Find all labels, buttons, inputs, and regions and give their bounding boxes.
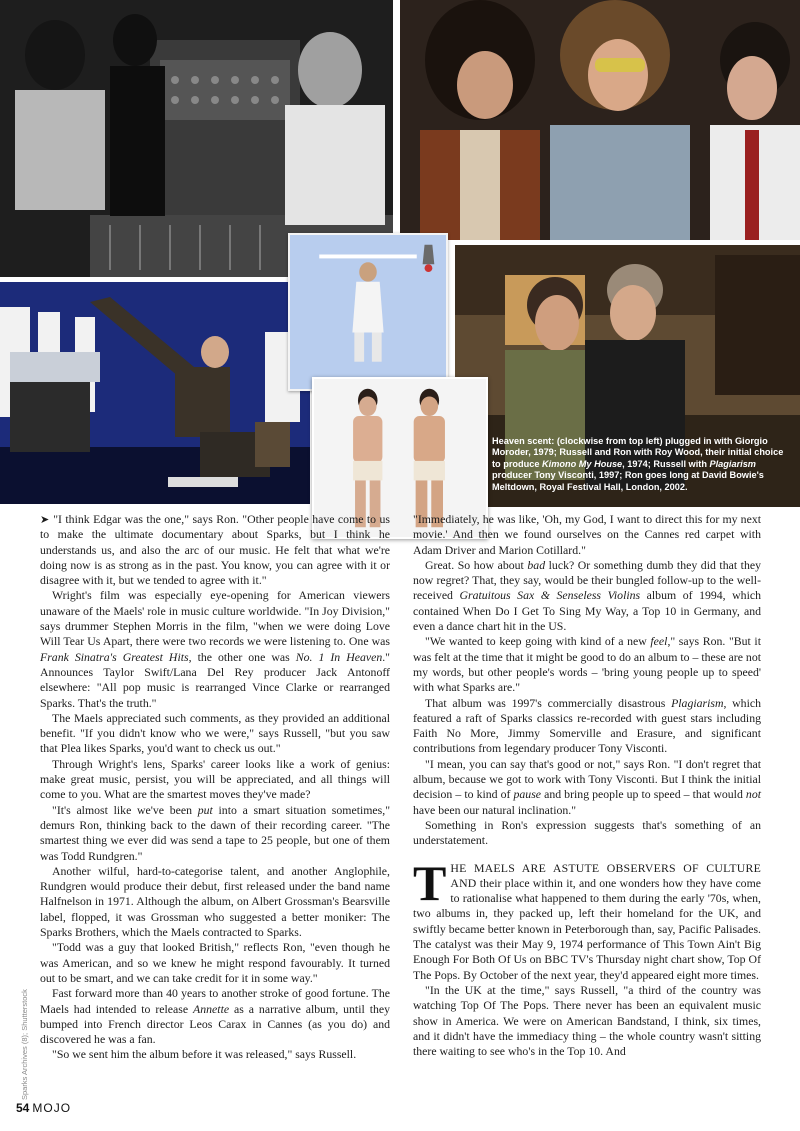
paragraph: "Immediately, he was like, 'Oh, my God, I want to direct this for my next movie.' And then we found ourselves on the Cannes red carpet with Adam Driver and Marion Cotillard." bbox=[413, 512, 761, 557]
caption-lead: Heaven scent: bbox=[492, 436, 555, 446]
continued-arrow-icon: ➤ bbox=[40, 513, 50, 526]
photo-credit: Sparks Archives (8); Shutterstock bbox=[20, 989, 29, 1100]
photo-caption bbox=[487, 432, 800, 505]
article-column-left bbox=[40, 512, 390, 1063]
photo-meltdown-stage bbox=[0, 282, 310, 504]
paragraph: "I mean, you can say that's good or not," says Ron. "I don't regret that album, because we got to work with Tony Visconti. But I think the initial decision – to kind of pause and bring people up to speed – that would not have been our natural inclination." bbox=[413, 756, 761, 817]
paragraph: Fast forward more than 40 years to another stroke of good fortune. The Maels had intended to release Annette as a narrative album, until they bumped into French director Leos Carax in Cannes (as you do) and discovered he was a fan. bbox=[40, 986, 391, 1047]
paragraph: ➤ "I think Edgar was the one," says Ron. "Other people have come to us to make the ultimate documentary about Sparks, but I think he understands us, and also the arc of our music. He felt that what we're doing now is as strong as in the past. You know, you can agree with it or disagree with it, but we tended to agree with it." bbox=[40, 512, 390, 588]
paragraph: Something in Ron's expression suggests that's something of an understatement. bbox=[413, 817, 761, 848]
article-column-right bbox=[413, 512, 761, 1059]
paragraph: Great. So how about bad luck? Or something dumb they did that they now regret? That, they say, would be their bungled follow-up to the well-received Gratuitous Sax & Senseless Violins album of 1994, which contained When Do I Get To Sing My Way, a Top 10 in Germany, and even a dance chart hit in the US. bbox=[413, 557, 761, 634]
page-number: 54 bbox=[16, 1101, 30, 1115]
paragraph: "So we sent him the album before it was released," says Russell. bbox=[52, 1047, 357, 1062]
caption-text: Heaven scent: (clockwise from top left) plugged in with Giorgio Moroder, 1979; Russell and Ron with Roy Wood, their initial choice to produce Kimono My House, 1974; Russell with Plagiarism producer Tony Visconti, 1997; Ron goes long at David Bowie's Meltdown, Royal Festival Hall, London, 2002. bbox=[492, 436, 784, 492]
section-opening-paragraph: THE MAELS ARE ASTUTE OBSERVERS OF CULTURE AND their place within it, and one wonders how they have come to rationalise what happened to them during the early '70s, when, two albums in, they packed up, left their homeland for the UK, and swiftly became better known in Peterborough than, say, Pacific Palisades. The catalyst was their May 9, 1974 performance of This Town Ain't Big Enough For Both Of Us on BBC TV's Thursday night chart show, Top Of The Pops. By October of the next year, they'd appeared eight more times. bbox=[413, 854, 761, 982]
paragraph: Another wilful, hard-to-categorise talent, and another Anglophile, Rundgren would produce their debut, first released under the band name Halfnelson in 1971. Although the album, on Albert Grossman's Bearsville label, flopped, it was Grossman who suggested a better moniker: The Sparks Brothers, which the Maels contracted to Sparks. bbox=[40, 863, 390, 940]
paragraph: "It's almost like we've been put into a smart situation sometimes," demurs Ron, thinking back to the dawn of their recording career. "The smartest thing we ever did was send a tape to 25 people, but one of them was Todd Rundgren." bbox=[40, 802, 391, 863]
drop-cap: T bbox=[413, 854, 447, 911]
paragraph: The Maels appreciated such comments, as they provided an additional benefit. "If you didn't know who we were," says Russell, "but you saw that Plea likes Sparks, you'd want to check us out." bbox=[40, 710, 390, 756]
paragraph: "We wanted to keep going with kind of a new feel," says Ron. "But it was felt at the time that it might be good to do an album to – these are not my words, but other people's words – 'bring young people up to speed' with what Sparks are." bbox=[413, 634, 761, 695]
paragraph: Through Wright's lens, Sparks' career looks like a work of genius: make great music, persist, you will be appreciated, and all things will come to you. What are the smartest moves they've made? bbox=[40, 756, 390, 802]
page-folio bbox=[16, 1101, 71, 1115]
paragraph: "Todd was a guy that looked British," reflects Ron, "even though he was American, and so we knew he might respond favourably. It turned out to be smart, and we can take credit for it in some way." bbox=[40, 940, 390, 985]
photo-roy-wood bbox=[400, 0, 800, 240]
paragraph: That album was 1997's commercially disastrous Plagiarism, which featured a raft of Sparks classics re-recorded with guest stars including Faith No More, Jimmy Somerville and Erasure, and significant contributions from legendary producer Tony Visconti. bbox=[413, 695, 761, 756]
magazine-name: MOJO bbox=[32, 1101, 72, 1115]
paragraph: Wright's film was especially eye-opening for American viewers unaware of the Maels' role in music culture worldwide. "In Joy Division," says drummer Stephen Morris in the film, "when we were doing Love Will Tear Us Apart, there were two records we were listening to. One was Frank Sinatra's Greatest Hits, the other one was No. 1 In Heaven." Announces Taylor Swift/Lana Del Rey producer Jack Antonoff elsewhere: "All pop music is rearranged Vince Clarke or rearranged Sparks. That's the truth." bbox=[40, 588, 390, 710]
photo-album-art bbox=[288, 233, 448, 391]
paragraph: "In the UK at the time," says Russell, "a third of the country was watching Top Of The Pops. There never has been an equivalent music show in America. We were on American Bandstand, I think, six times, and it didn't have the immediacy thing – the whole country wasn't sitting there waiting to see who's in the Top 10. And bbox=[413, 982, 761, 1059]
